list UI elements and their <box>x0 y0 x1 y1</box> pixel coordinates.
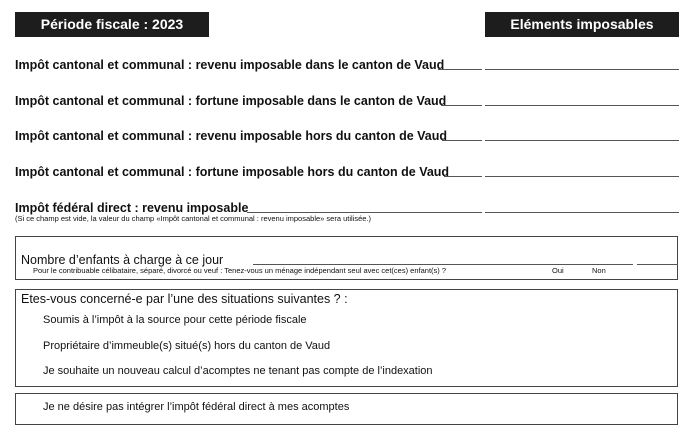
row-line-federal-income <box>247 212 482 213</box>
value-field-cantonal-income-outside[interactable] <box>485 140 679 141</box>
row-line-cantonal-wealth-vaud <box>441 105 482 106</box>
children-count-line <box>253 264 633 265</box>
situation-withholding-tax[interactable]: Soumis à l’impôt à la source pour cette période fiscale <box>43 314 307 326</box>
household-no-option[interactable]: Non <box>592 266 606 275</box>
value-field-cantonal-income-vaud[interactable] <box>485 69 679 70</box>
situation-new-installment-calc[interactable]: Je souhaite un nouveau calcul d’acomptes ne tenant pas compte de l’indexation <box>43 365 433 377</box>
row-label-federal-income: Impôt fédéral direct : revenu imposable <box>15 201 249 215</box>
row-label-cantonal-wealth-vaud: Impôt cantonal et communal : fortune imposable dans le canton de Vaud <box>15 94 447 108</box>
row-label-cantonal-income-outside: Impôt cantonal et communal : revenu imposable hors du canton de Vaud <box>15 129 448 143</box>
independent-household-question: Pour le contribuable célibataire, séparé, divorcé ou veuf : Tenez-vous un ménage indépendant seul avec cet(ces) enfant(s) ? <box>33 266 447 275</box>
exclude-federal-tax-option[interactable]: Je ne désire pas intégrer l’impôt fédéral direct à mes acomptes <box>43 401 350 413</box>
row-label-cantonal-wealth-outside: Impôt cantonal et communal : fortune imposable hors du canton de Vaud <box>15 165 450 179</box>
taxable-elements-header: Eléments imposables <box>485 12 679 37</box>
federal-income-note: (Si ce champ est vide, la valeur du champ «Impôt cantonal et communal : revenu imposable» sera utilisée.) <box>15 214 372 223</box>
row-line-cantonal-income-outside <box>442 140 482 141</box>
value-field-federal-income[interactable] <box>485 212 679 213</box>
situation-property-outside-vaud[interactable]: Propriétaire d’immeuble(s) situé(s) hors du canton de Vaud <box>43 340 331 352</box>
children-count-field[interactable] <box>637 264 678 265</box>
row-line-cantonal-wealth-outside <box>444 176 482 177</box>
situations-title: Etes-vous concerné-e par l’une des situations suivantes ? : <box>21 292 348 306</box>
row-line-cantonal-income-vaud <box>438 69 482 70</box>
fiscal-period-header: Période fiscale : 2023 <box>15 12 209 37</box>
household-yes-option[interactable]: Oui <box>552 266 564 275</box>
value-field-cantonal-wealth-outside[interactable] <box>485 176 679 177</box>
children-count-label: Nombre d’enfants à charge à ce jour <box>21 253 224 267</box>
value-field-cantonal-wealth-vaud[interactable] <box>485 105 679 106</box>
row-label-cantonal-income-vaud: Impôt cantonal et communal : revenu imposable dans le canton de Vaud <box>15 58 445 72</box>
